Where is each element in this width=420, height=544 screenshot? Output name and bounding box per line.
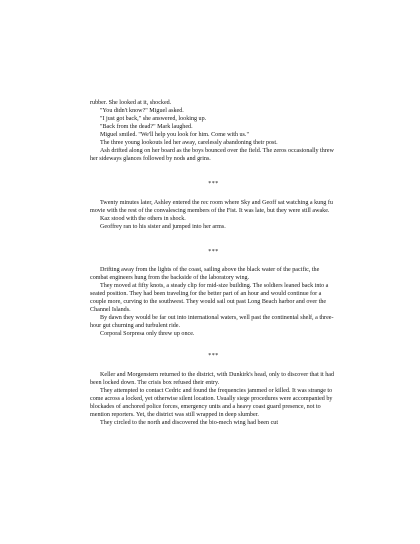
paragraph: Geoffrey ran to his sister and jumped into her arms. bbox=[100, 224, 226, 231]
paragraph: Ash drifted along on her board as the boys bounced over the field. The zeros occasionally threw her sideways glances followed by nods and grins. bbox=[90, 148, 334, 163]
paragraph: Twenty minutes later, Ashley entered the rec room where Sky and Geoff sat watching a kung fu movie with the rest of the convalescing members of the Fist. It was late, but they were still awake. bbox=[90, 200, 333, 215]
paragraph: They circled to the north and discovered the bio-mech wing had been cut bbox=[100, 420, 279, 427]
paragraph: Corporal Sorpresa only threw up once. bbox=[100, 331, 195, 338]
scene-separator: *** bbox=[208, 249, 219, 255]
paragraph: Miguel smiled. "We'll help you look for him. Come with us." bbox=[100, 132, 249, 139]
paragraph: "You didn't know?" Miguel asked. bbox=[100, 108, 184, 115]
section-2 bbox=[90, 199, 337, 231]
paragraph: Keller and Morgenstern returned to the district, with Dunkirk's head, only to discover that it had been locked down. The crisis box refused their entry. bbox=[90, 372, 335, 387]
section-1 bbox=[90, 99, 337, 163]
paragraph: The three young lookouts led her away, carelessly abandoning their post. bbox=[100, 140, 278, 147]
paragraph: Drifting away from the lights of the coast, sailing above the black water of the pacific, the combat engineers hung from the backside of the laboratory wing. bbox=[90, 267, 320, 282]
paragraph: "I just got back," she answered, looking up. bbox=[100, 116, 207, 123]
paragraph: They attempted to contact Cedric and found the frequencies jammed or killed. It was strange to come across a locked, yet otherwise silent location. Usually siege procedures were accompanied by blockades of anchored police forces, emergency units and a heavy coast guard presence, not to mention reporters. Yet, the district was still wrapped in deep slumber. bbox=[90, 388, 333, 419]
paragraph: rubber. She looked at it, shocked. bbox=[90, 100, 172, 106]
scene-separator: *** bbox=[208, 353, 219, 359]
paragraph: They moved at fifty knots, a steady clip for mid-size building. The soldiers leaned back into a seated position. They had been traveling for the better part of an hour and would continue for a couple more, curving to the southwest. They would sail out past Long Beach harbor and over the Channel Islands. bbox=[90, 283, 329, 314]
section-3 bbox=[90, 266, 337, 338]
scene-separator: *** bbox=[208, 181, 219, 187]
paragraph: Kaz stood with the others in shock. bbox=[100, 216, 186, 223]
paragraph: By dawn they would be far out into international waters, well past the continental shelf, a three-hour gut churning and turbulent ride. bbox=[90, 315, 334, 330]
section-4 bbox=[90, 371, 337, 427]
paragraph: "Back from the dead?" Mark laughed. bbox=[100, 124, 193, 131]
